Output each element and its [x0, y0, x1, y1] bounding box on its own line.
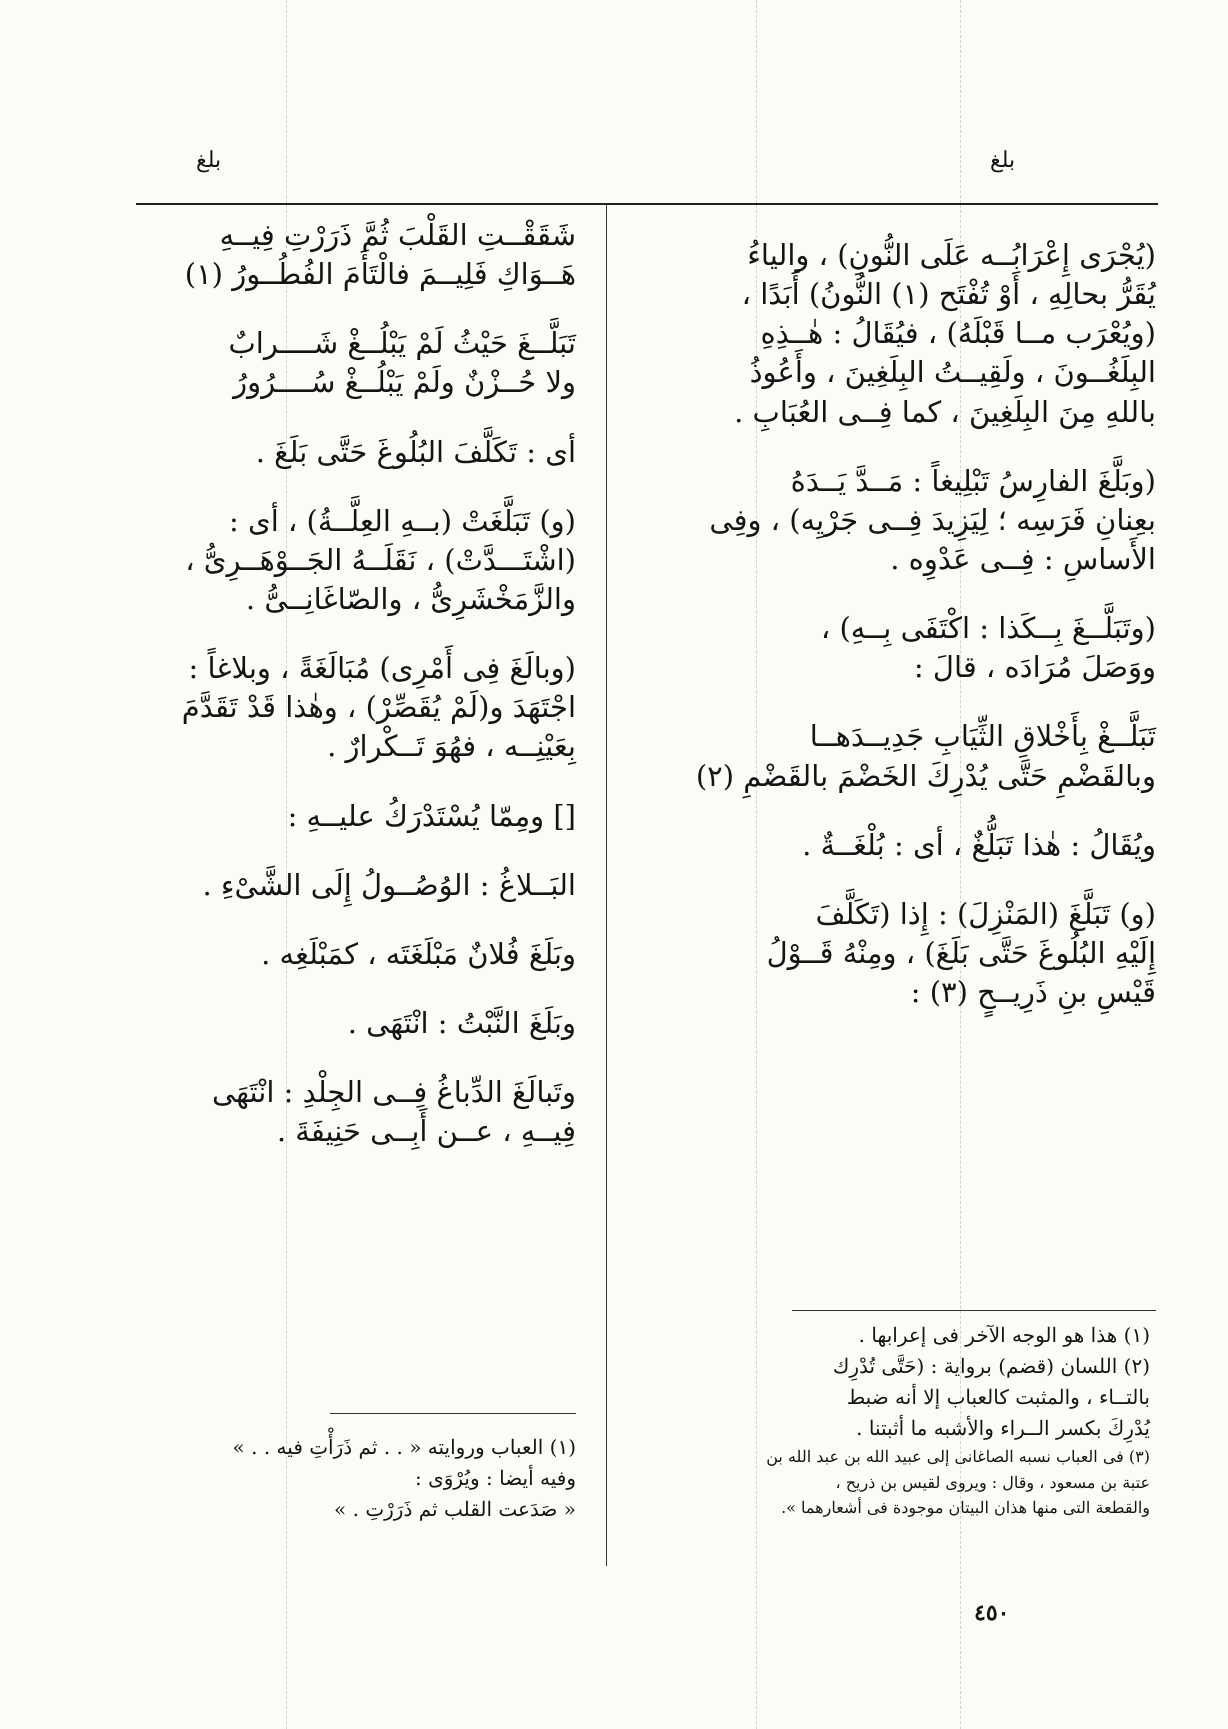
paragraph-gap	[122, 767, 576, 797]
footnote-line: (١) العباب وروايته « . . ثم ذَرَأْتِ فيه . . »	[232, 1435, 576, 1459]
text-line: والزَّمَخْشَرِىُّ ، والصّاغَانِــىُّ .	[245, 581, 576, 616]
text-line: وبالقَضْمِ حَتَّى يُدْرِكَ الخَضْمَ بالقَضْمِ (٢)	[695, 758, 1156, 793]
header-rule	[136, 203, 1158, 205]
text-line: وبَلَغَ فُلانٌ مَبْلَغَتَه ، كمَبْلَغِه .	[261, 936, 576, 971]
text-line: قَيْسِ بنِ ذَرِيــحٍ (٣) :	[910, 975, 1156, 1010]
text-line: فِيــهِ ، عــن أَبِــى حَنِيفَةَ .	[276, 1114, 576, 1149]
text-line: (وبَلَّغَ الفارِسُ تَبْلِيغاً : مَــدَّ يَــدَهُ	[790, 463, 1156, 498]
paragraph-gap	[636, 687, 1156, 717]
text-line: أى : تَكَلَّفَ البُلُوغَ حَتَّى بَلَغَ .	[255, 434, 576, 469]
paragraph-gap	[122, 836, 576, 866]
text-line: يُقَرُّ بحالِهِ ، أَوْ تُفْتَح (١) النُّونُ) أَبَدًا ،	[741, 277, 1156, 312]
text-line: ولا حُــزْنٌ ولَمْ يَبْلُــغْ سُــــرُورُ	[233, 365, 576, 400]
text-line: ويُقَالُ : هٰذا تَبَلُّغٌ ، أى : بُلْغَــةٌ .	[802, 827, 1156, 862]
footnote-line: (٣) فى العباب نسبه الصاغانى إلى عبيد الله بن عبد الله بن	[766, 1447, 1150, 1466]
right-column	[636, 236, 1156, 1012]
text-line: (و) تَبَلَّغَتْ (بــهِ العِلَّــةُ) ، أى :	[229, 503, 576, 538]
paragraph-gap	[636, 796, 1156, 826]
footnote-line: بالتــاء ، والمثبت كالعباب إلا أنه ضبط	[846, 1385, 1150, 1409]
paragraph-gap	[636, 579, 1156, 609]
footnote-line: عتبة بن مسعود ، وقال : ويروى لقيس بن ذريح ،	[835, 1472, 1150, 1492]
text-line: (يُجْرَى إِعْرَابُــه عَلَى النُّونِ) ، والياءُ	[747, 238, 1156, 272]
footnote-line: والقطعة التى منها هذان البيتان موجودة فى أشعارهما ».	[781, 1498, 1150, 1518]
text-line: وبَلَغَ النَّبْتُ : انْتَهَى .	[347, 1005, 576, 1040]
footnote-line: (١) هذا هو الوجه الآخر فى إعرابها .	[858, 1323, 1150, 1347]
text-line: باللهِ مِنَ البِلَغِينَ ، كما فِــى العُبَابِ .	[734, 394, 1156, 429]
left-column	[122, 216, 576, 1151]
text-line: البَــلاغُ : الوُصُــولُ إِلَى الشَّىْءِ .	[202, 867, 576, 902]
text-line: (اشْتَـــدَّتْ) ، نَقَلَــهُ الجَــوْهَــرِىُّ ،	[185, 542, 576, 577]
footnote-line: وفيه أيضا : ويُرْوَى :	[414, 1466, 576, 1490]
text-line: بِعَيْنِــه ، فهُوَ تَــكْرارٌ .	[327, 729, 576, 764]
footnotes-right	[620, 1320, 1150, 1521]
column-divider	[606, 204, 607, 1566]
running-header-left: بلغ	[196, 148, 222, 173]
text-line: البِلَغُــونَ ، ولَقِيــتُ البِلَغِينَ ، وأَعُوذُ	[749, 355, 1156, 390]
paragraph-gap	[122, 619, 576, 649]
text-line: تَبَلَّــغَ حَيْثُ لَمْ يَبْلُــغْ شَــــرابٌ	[228, 326, 576, 361]
paragraph-gap	[122, 1043, 576, 1073]
page-number: ٤٥٠	[974, 1600, 1010, 1626]
text-line: (وبالَغَ فِى أَمْرِى) مُبَالَغَةً ، وبلاغاً :	[188, 651, 576, 686]
text-line: إِلَيْهِ البُلُوغَ حَتَّى بَلَغَ) ، ومِنْهُ قَــوْلُ	[766, 935, 1156, 970]
paragraph-gap	[122, 974, 576, 1004]
text-line: اجْتَهَدَ و(لَمْ يُقَصِّرْ) ، وهٰذا قَدْ تَقَدَّمَ	[181, 690, 576, 725]
footnote-line: يُدْرِكَ بكسر الــراء والأشبه ما أثبتنا .	[856, 1416, 1150, 1440]
paragraph-gap	[636, 432, 1156, 462]
running-header-right: بلغ	[990, 148, 1016, 173]
paragraph-gap	[122, 472, 576, 502]
footnote-separator-left	[330, 1413, 576, 1414]
footnote-separator-right	[792, 1310, 1156, 1311]
paragraph-gap	[122, 403, 576, 433]
text-line: تَبَلَّــغْ بِأَخْلاقِ الثِّيَابِ جَدِيــدَهــا	[809, 719, 1156, 754]
text-line: (و) تَبَلَّغَ (المَنْزِلَ) : إِذا (تَكَلَّفَ	[815, 896, 1156, 931]
text-line: ووَصَلَ مُرَادَه ، قالَ :	[913, 650, 1156, 685]
text-line: شَقَقْــتِ القَلْبَ ثُمَّ ذَرَرْتِ فِيــهِ	[219, 218, 576, 252]
footnote-line: (٢) اللسان (قضم) برواية : (حَتَّى تُدْرِك	[832, 1354, 1150, 1378]
text-line: (وتَبَلَّــغَ بِــكَذا : اكْتَفَى بِــهِ) ،	[820, 611, 1156, 646]
text-line: [] ومِمّا يُسْتَدْرَكُ عليــهِ :	[287, 798, 576, 833]
footnotes-left	[122, 1432, 576, 1525]
paragraph-gap	[122, 905, 576, 935]
text-line: هَــوَاكِ فَلِيــمَ فالْتَأَمَ الفُطُــورُ (١)	[184, 257, 576, 292]
paragraph-gap	[122, 294, 576, 324]
text-line: الأَساسِ : فِــى عَدْوِه .	[890, 541, 1156, 576]
text-line: بعِنانِ فَرَسِه ؛ لِيَزِيدَ فِــى جَرْيِه) ، وفِى	[709, 502, 1156, 537]
paragraph-gap	[636, 865, 1156, 895]
text-line: (ويُعْرَب مــا قَبْلَهُ) ، فيُقَالُ : هٰــذِهِ	[760, 316, 1156, 351]
footnote-line: « صَدَعت القلب ثم ذَرَرْتِ . »	[334, 1497, 576, 1521]
text-line: وتَبالَغَ الدِّباغُ فِــى الجِلْدِ : انْتَهَى	[211, 1075, 576, 1110]
